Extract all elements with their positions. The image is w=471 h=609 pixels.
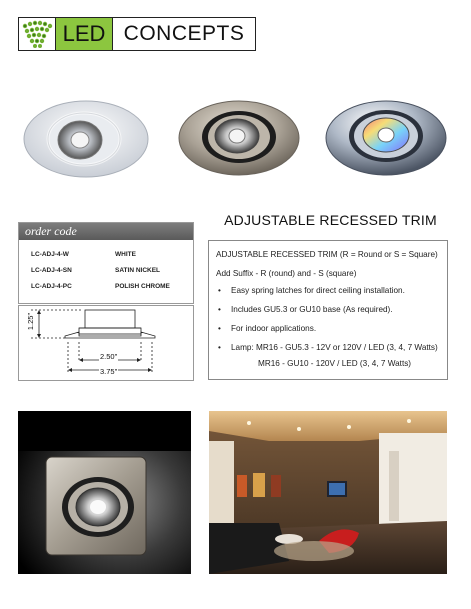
inner-width-dimension: 2.50" — [100, 352, 118, 361]
spec-description: ADJUSTABLE RECESSED TRIM (R = Round or S = Square) — [216, 250, 438, 259]
order-finish: WHITE — [115, 251, 136, 258]
spec-bullet: Easy spring latches for direct ceiling installation. — [231, 286, 405, 295]
order-code: LC-ADJ-4-PC — [31, 283, 72, 290]
brand-logo — [18, 17, 256, 51]
brand-concepts: CONCEPTS — [123, 22, 245, 45]
bullet-icon: • — [218, 324, 221, 333]
page-title: ADJUSTABLE RECESSED TRIM — [224, 212, 437, 228]
product-polish-chrome-image — [322, 95, 452, 181]
square-trim-photo — [18, 411, 191, 574]
dimension-diagram — [18, 305, 194, 381]
spec-bullet: For indoor applications. — [231, 324, 317, 333]
bullet-icon: • — [218, 286, 221, 295]
product-white-image — [20, 95, 150, 181]
spec-lamp-line2: MR16 - GU10 - 120V / LED (3, 4, 7 Watts) — [258, 359, 412, 368]
order-code-header: order code — [19, 223, 193, 240]
brand-led: LED — [55, 18, 113, 50]
spec-suffix: Add Suffix - R (round) and - S (square) — [216, 269, 357, 278]
outer-width-dimension: 3.75" — [100, 367, 118, 376]
height-dimension: 1.25" — [26, 312, 36, 331]
bullet-icon: • — [218, 343, 221, 352]
product-satin-nickel-image — [175, 95, 305, 181]
spec-bullet: Lamp: MR16 - GU5.3 - 12V or 120V / LED (3, 4, 7 Watts) — [231, 343, 438, 352]
order-finish: POLISH CHROME — [115, 283, 170, 290]
order-code: LC-ADJ-4-SN — [31, 267, 72, 274]
order-code: LC-ADJ-4-W — [31, 251, 69, 258]
led-dots-icon — [19, 18, 55, 50]
spec-box — [208, 240, 448, 380]
order-finish: SATIN NICKEL — [115, 267, 161, 274]
interior-room-photo — [209, 411, 447, 574]
order-code-table — [18, 222, 194, 304]
spec-bullet: Includes GU5.3 or GU10 base (As required). — [231, 305, 393, 314]
bullet-icon: • — [218, 305, 221, 314]
